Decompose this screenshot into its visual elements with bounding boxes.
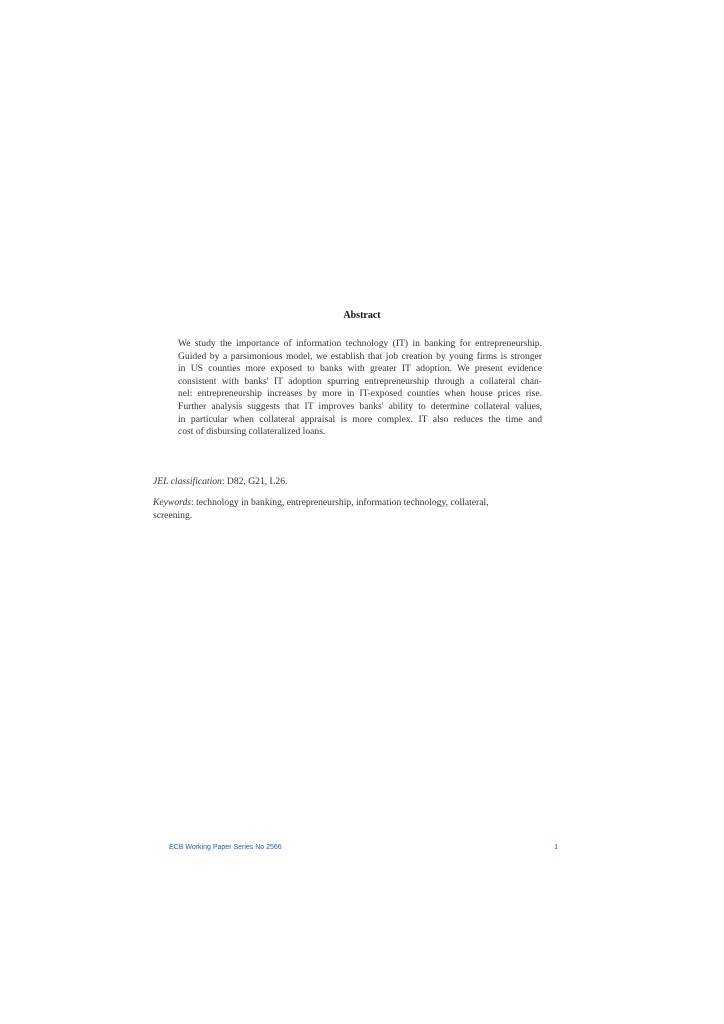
footer-series: ECB Working Paper Series No 2566 (169, 844, 282, 851)
abstract-line: cost of disbursing collateralized loans. (178, 426, 326, 438)
keywords (153, 497, 553, 522)
page-number: 1 (554, 844, 558, 851)
abstract-line: Further analysis suggests that IT improves banks' ability to determine collateral values, (178, 400, 542, 412)
abstract-line: We study the importance of information technology (IT) in banking for entrepreneurship. (178, 338, 542, 349)
abstract-line: in particular when collateral appraisal is more complex. IT also reduces the time and (178, 413, 542, 425)
abstract-line: in US counties more exposed to banks with greater IT adoption. We present evidence (178, 363, 542, 375)
abstract-line: nel: entrepreneurship increases by more in IT-exposed counties when house prices rise. (178, 388, 542, 400)
abstract-line: Guided by a parsimonious model, we establish that job creation by young firms is stronger (178, 350, 542, 362)
keywords-line (153, 497, 553, 510)
keywords-label: Keywords (153, 497, 192, 508)
abstract-body (178, 338, 542, 439)
abstract-line: consistent with banks' IT adoption spurring entrepreneurship through a collateral chan- (178, 375, 542, 387)
jel-codes: : D82, G21, L26. (221, 476, 288, 487)
keywords-text: : technology in banking, entrepreneurship, information technology, collateral, (191, 497, 489, 508)
keywords-line: screening. (153, 509, 193, 521)
abstract-heading: Abstract (343, 310, 381, 321)
jel-classification (153, 476, 553, 489)
jel-label: JEL classification (153, 476, 222, 487)
